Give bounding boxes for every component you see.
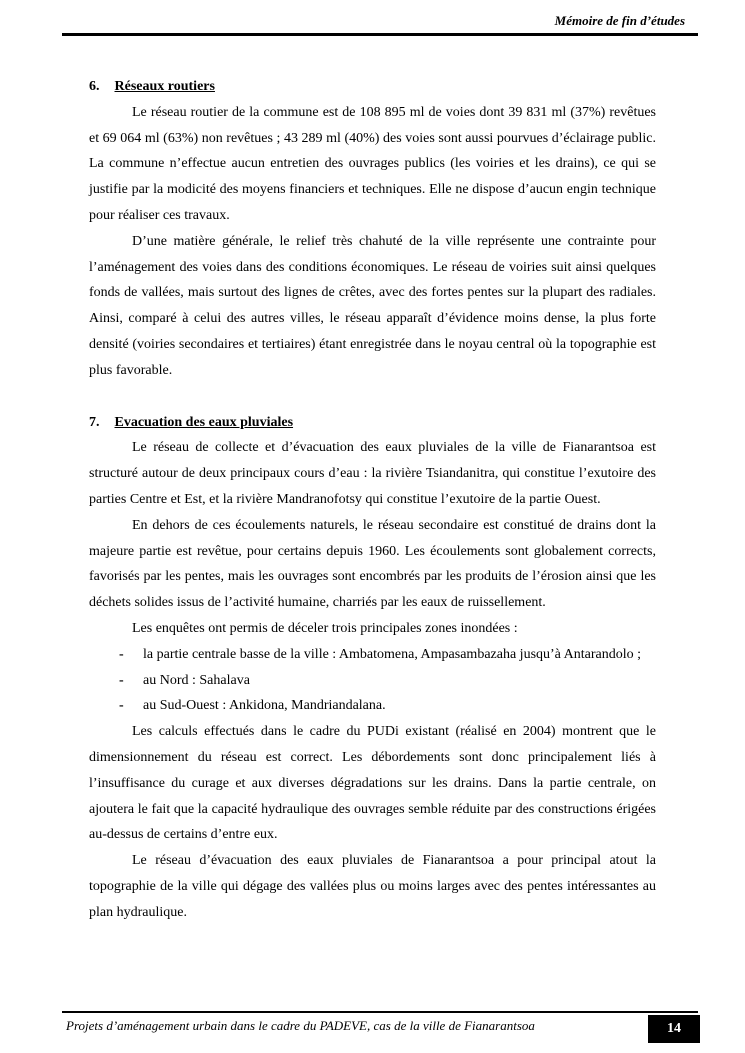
section-7-paragraph-4: Les calculs effectués dans le cadre du PUDi existant (réalisé en 2004) montrent que le dimensionnement du réseau est correct. Les débordements sont donc principalement liés à l’insuffisance du curage et aux diverses dégradations sur les drains. Dans la partie centrale, on ajoutera le fait que la capacité hydraulique des ouvrages semble réduite par des constructions érigées au-dessus de certains d’entre eux. — [89, 724, 656, 843]
page-number-badge: 14 — [648, 1015, 700, 1043]
section-6-heading — [89, 74, 656, 100]
running-header-title: Mémoire de fin d’études — [554, 13, 685, 28]
running-footer-text: Projets d’aménagement urbain dans le cadre du PADEVE, cas de la ville de Fianarantsoa — [66, 1018, 535, 1033]
section-7-heading — [89, 410, 656, 436]
section-6-paragraph-2: D’une matière générale, le relief très chahuté de la ville représente une contrainte pour l’aménagement des voies dans des conditions économiques. Le réseau de voiries suit ainsi quelques fonds de vallées, mais surtout des lignes de crêtes, avec des fortes pentes sur la plupart des radiales. Ainsi, comparé à celui des autres villes, le réseau apparaît d’évidence moins dense, la plus forte densité (voiries secondaires et tertiaires) étant enregistrée dans le noyau central où la topographie est plus favorable. — [89, 233, 656, 378]
section-spacer — [89, 384, 656, 410]
list-item-text: au Nord : Sahalava — [143, 672, 250, 688]
section-7-title: Evacuation des eaux pluviales — [114, 414, 294, 430]
header-rule — [62, 33, 698, 36]
section-6-number: 6. — [89, 79, 100, 94]
page-body — [89, 74, 656, 926]
list-item-text: la partie centrale basse de la ville : Ambatomena, Ampasambazaha jusqu’à Antarandolo ; — [143, 646, 641, 662]
flooded-zones-list — [89, 642, 656, 719]
section-7-number: 7. — [89, 414, 100, 430]
list-item — [89, 693, 656, 719]
section-6-title: Réseaux routiers — [114, 79, 215, 94]
list-item — [89, 642, 656, 668]
bullet-marker: - — [119, 672, 124, 688]
bullet-marker: - — [119, 698, 124, 714]
list-item-text: au Sud-Ouest : Ankidona, Mandriandalana. — [143, 698, 386, 714]
list-item — [89, 668, 656, 694]
section-7-paragraph-3: Les enquêtes ont permis de déceler trois principales zones inondées : — [132, 620, 518, 636]
section-7-paragraph-1: Le réseau de collecte et d’évacuation des eaux pluviales de la ville de Fianarantsoa est structuré autour de deux principaux cours d’eau : la rivière Tsiandanitra, qui constitue l’exutoire des parties Centre et Est, et la rivière Mandranofotsy qui constitue l’exutoire de la partie Ouest. — [89, 440, 656, 507]
section-6-paragraph-1: Le réseau routier de la commune est de 108 895 ml de voies dont 39 831 ml (37%) revêtues et 69 064 ml (63%) non revêtues ; 43 289 ml (40%) des voies sont aussi pourvues d’éclairage public. La commune n’effectue aucun entretien des ouvrages publics (les voiries et les drains), ce qui se justifie par la modicité des moyens financiers et techniques. Elle ne dispose d’aucun engin technique pour réaliser ces travaux. — [89, 104, 656, 223]
section-7-paragraph-2: En dehors de ces écoulements naturels, le réseau secondaire est constitué de drains dont la majeure partie est revêtue, pour certains depuis 1960. Les écoulements sont globalement corrects, favorisés par les pentes, mais les ouvrages sont encombrés par les produits de l’érosion ainsi que les déchets solides issus de l’activité humaine, charriés par les eaux de ruissellement. — [89, 517, 656, 611]
section-7-paragraph-5: Le réseau d’évacuation des eaux pluviales de Fianarantsoa a pour principal atout la topographie de la ville qui dégage des vallées plus ou moins larges avec des pentes intéressantes au plan hydraulique. — [89, 853, 656, 920]
footer-rule — [62, 1011, 698, 1013]
bullet-marker: - — [119, 646, 124, 662]
